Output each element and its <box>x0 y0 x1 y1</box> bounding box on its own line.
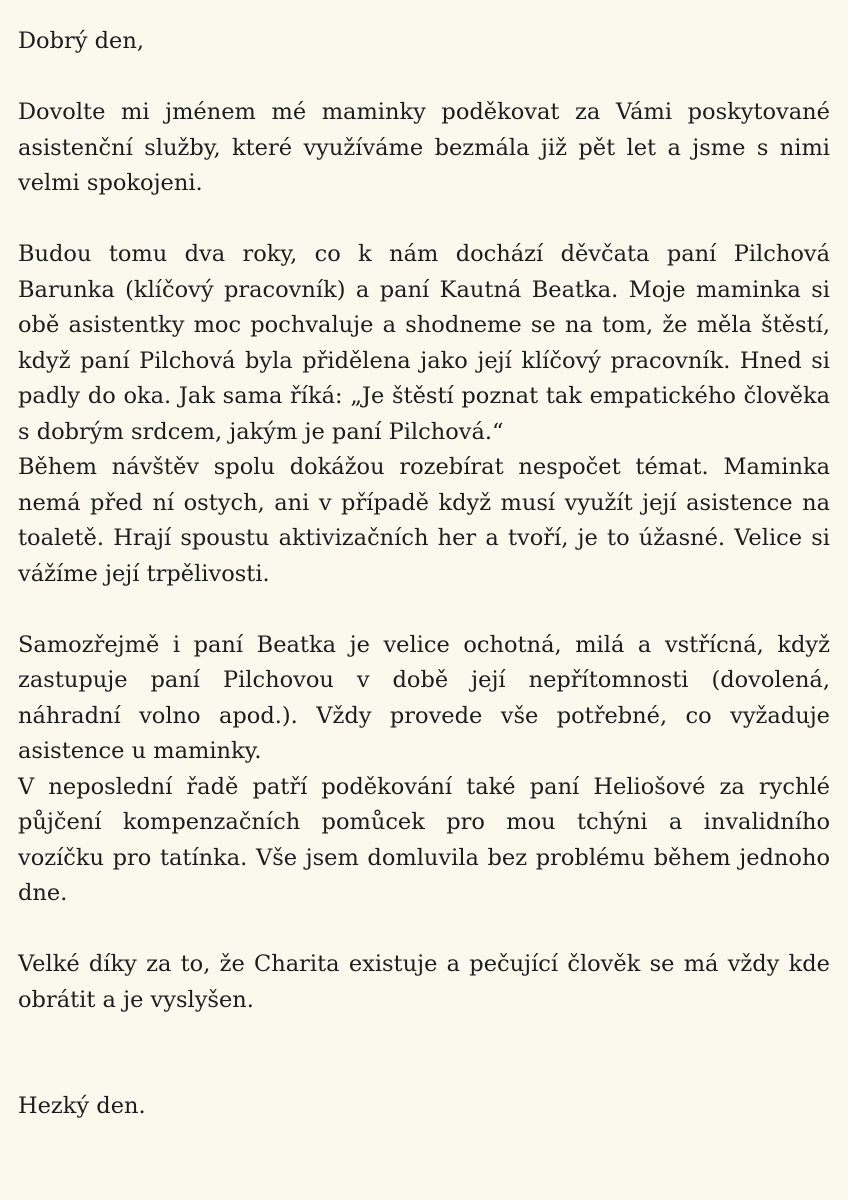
text-line: asistenční služby, které využíváme bezmála již pět let a jsme s nimi <box>18 134 830 161</box>
text-line: padly do oka. Jak sama říká: „Je štěstí poznat tak empatického člověka <box>18 383 830 409</box>
text-line: Samozřejmě i paní Beatka je velice ochotná, milá a vstřícná, když <box>18 631 830 658</box>
text-line: Velké díky za to, že Charita existuje a pečující člověk se má vždy kde <box>18 951 830 977</box>
paragraph-charita <box>18 947 830 1018</box>
text-line: náhradní volno apod.). Vždy provede vše potřebné, co vyžaduje <box>18 702 830 729</box>
paragraph-spacer <box>18 912 830 948</box>
text-line: s dobrým srdcem, jakým je paní Pilchová.“ <box>18 418 504 445</box>
text-line: Barunka (klíčový pracovník) a paní Kautná Beatka. Moje maminka si <box>18 276 830 303</box>
text-line: nemá před ní ostych, ani v případě když musí využít její asistence na <box>18 489 830 516</box>
paragraph-beatka-heliosova <box>18 628 830 912</box>
text-line: vážíme její trpělivosti. <box>18 560 270 587</box>
text-line: obrátit a je vyslyšen. <box>18 986 254 1013</box>
text-line: zastupuje paní Pilchovou v době její nepřítomnosti (dovolená, <box>18 667 830 693</box>
text-line: dne. <box>18 880 68 906</box>
paragraph-assistants <box>18 237 830 592</box>
text-line: Během návštěv spolu dokážou rozebírat nespočet témat. Maminka <box>18 454 830 480</box>
text-line: obě asistentky moc pochvaluje a shodneme se na tom, že měla štěstí, <box>18 312 830 338</box>
paragraph-spacer <box>18 1018 830 1089</box>
letter-closing: Hezký den. <box>18 1093 146 1119</box>
letter-body <box>18 24 830 1125</box>
text-line: vozíčku pro tatínka. Vše jsem domluvila bez problému během jednoho <box>18 844 830 871</box>
text-line: asistence u maminky. <box>18 738 262 764</box>
letter-greeting: Dobrý den, <box>18 28 144 54</box>
text-line: V neposlední řadě patří poděkování také paní Heliošové za rychlé <box>18 773 830 800</box>
text-line: velmi spokojeni. <box>18 170 203 196</box>
text-line: Dovolte mi jménem mé maminky poděkovat za Vámi poskytované <box>18 99 830 125</box>
paragraph-spacer <box>18 202 830 238</box>
text-line: když paní Pilchová byla přidělena jako její klíčový pracovník. Hned si <box>18 347 830 374</box>
text-line: toaletě. Hrají spoustu aktivizačních her a tvoří, je to úžasné. Velice si <box>18 525 830 551</box>
text-line: Budou tomu dva roky, co k nám dochází děvčata paní Pilchová <box>18 241 830 267</box>
text-line: půjčení kompenzačních pomůcek pro mou tchýni a invalidního <box>18 809 830 835</box>
paragraph-spacer <box>18 592 830 628</box>
paragraph-thanks <box>18 95 830 202</box>
paragraph-spacer <box>18 60 830 96</box>
